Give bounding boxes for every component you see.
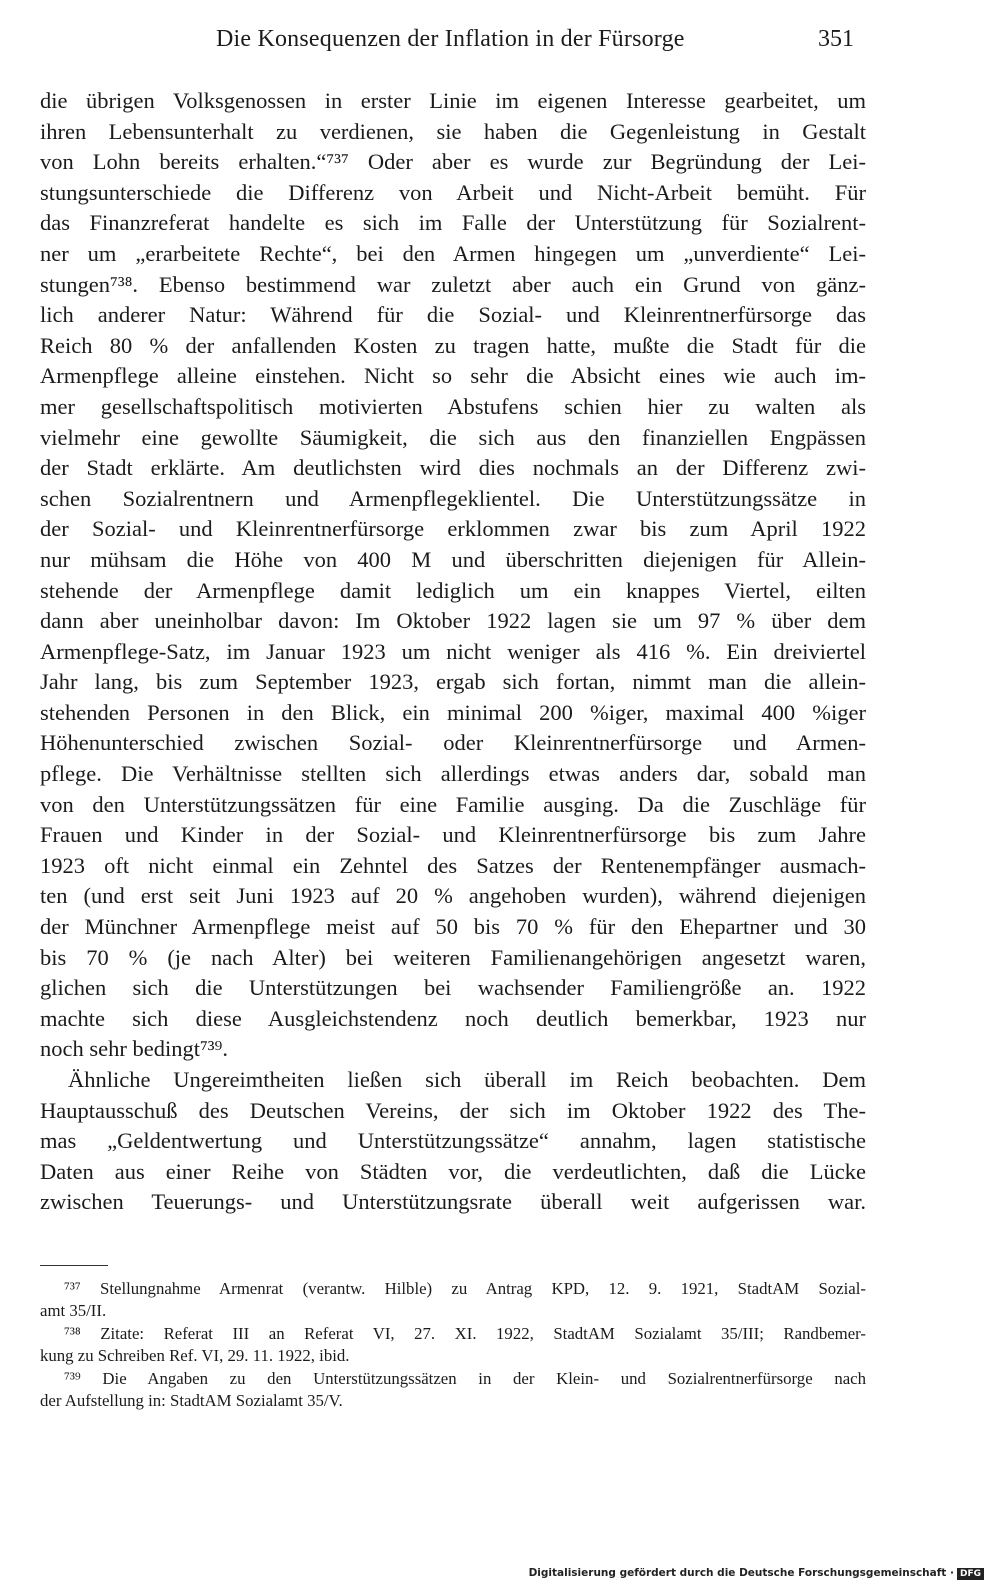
body-text: [40, 86, 866, 1218]
footnote-738: ⁷³⁸ Zitate: Referat III an Referat VI, 27. XI. 1922, StadtAM Sozialamt 35/III; Randbemer-: [64, 1323, 866, 1343]
body-line: noch sehr bedingt⁷³⁹.: [40, 1036, 229, 1062]
body-line: stehende der Armenpflege damit lediglich um ein knappes Viertel, eilten: [40, 577, 866, 603]
footnote-739-cont: der Aufstellung in: StadtAM Sozialamt 35/V.: [40, 1390, 343, 1410]
body-line: 1923 oft nicht einmal ein Zehntel des Satzes der Rentenempfänger ausmach-: [40, 852, 866, 878]
body-line: zwischen Teuerungs- und Unterstützungsrate überall weit aufgerissen war.: [40, 1189, 866, 1215]
body-line: der Stadt erklärte. Am deutlichsten wird dies nochmals an der Differenz zwi-: [40, 455, 866, 481]
body-line: ten (und erst seit Juni 1923 auf 20 % angehoben wurden), während diejenigen: [40, 883, 866, 909]
body-line: der Sozial- und Kleinrentnerfürsorge erklommen zwar bis zum April 1922: [40, 516, 866, 542]
body-line: schen Sozialrentnern und Armenpflegeklientel. Die Unterstützungssätze in: [40, 485, 866, 511]
body-line: machte sich diese Ausgleichstendenz noch deutlich bemerkbar, 1923 nur: [40, 1005, 866, 1031]
body-line: nur mühsam die Höhe von 400 M und überschritten diejenigen für Allein-: [40, 546, 866, 572]
body-line: stungen⁷³⁸. Ebenso bestimmend war zuletzt aber auch ein Grund von gänz-: [40, 271, 866, 297]
body-line: bis 70 % (je nach Alter) bei weiteren Familienangehörigen angesetzt waren,: [40, 944, 866, 970]
body-line: Ähnliche Ungereimtheiten ließen sich überall im Reich beobachten. Dem: [68, 1067, 866, 1092]
body-line: Jahr lang, bis zum September 1923, ergab sich fortan, nimmt man die allein-: [40, 669, 866, 695]
body-line: mas „Geldentwertung und Unterstützungssätze“ annahm, lagen statistische: [40, 1128, 866, 1154]
body-line: lich anderer Natur: Während für die Sozial- und Kleinrentnerfürsorge das: [40, 302, 866, 328]
footnote-rule: [40, 1265, 108, 1266]
body-line: ihren Lebensunterhalt zu verdienen, sie haben die Gegenleistung in Gestalt: [40, 118, 866, 144]
body-line: pflege. Die Verhältnisse stellten sich allerdings etwas anders dar, sobald man: [40, 761, 866, 787]
body-line: dann aber uneinholbar davon: Im Oktober 1922 lagen sie um 97 % über dem: [40, 608, 866, 634]
body-line: stungsunterschiede die Differenz von Arbeit und Nicht-Arbeit bemüht. Für: [40, 179, 866, 205]
footnote-738-cont: kung zu Schreiben Ref. VI, 29. 11. 1922, ibid.: [40, 1346, 350, 1366]
body-line: von Lohn bereits erhalten.“⁷³⁷ Oder aber es wurde zur Begründung der Lei-: [40, 149, 866, 175]
footnote-737-cont: amt 35/II.: [40, 1301, 107, 1321]
footnote-737: ⁷³⁷ Stellungnahme Armenrat (verantw. Hilble) zu Antrag KPD, 12. 9. 1921, StadtAM Sozial-: [64, 1279, 866, 1298]
body-line: mer gesellschaftspolitisch motivierten Abstufens schien hier zu walten als: [40, 393, 866, 419]
credit-text: Digitalisierung gefördert durch die Deutsche Forschungsgemeinschaft ·: [528, 1567, 954, 1579]
body-line: stehenden Personen in den Blick, ein minimal 200 %iger, maximal 400 %iger: [40, 699, 866, 725]
digitization-credit: [529, 1567, 984, 1580]
body-line: Reich 80 % der anfallenden Kosten zu tragen hatte, mußte die Stadt für die: [40, 332, 866, 358]
body-line: Hauptausschuß des Deutschen Vereins, der sich im Oktober 1922 des The-: [40, 1097, 866, 1123]
running-head-title: Die Konsequenzen der Inflation in der Fürsorge: [216, 26, 685, 52]
body-line: vielmehr eine gewollte Säumigkeit, die sich aus den finanziellen Engpässen: [40, 424, 866, 450]
running-head: [0, 26, 1000, 62]
body-line: Frauen und Kinder in der Sozial- und Kleinrentnerfürsorge bis zum Jahre: [40, 822, 866, 848]
body-line: der Münchner Armenpflege meist auf 50 bis 70 % für den Ehepartner und 30: [40, 914, 866, 940]
page-number: 351: [818, 26, 854, 52]
footnotes: [40, 1278, 866, 1412]
body-line: Armenpflege-Satz, im Januar 1923 um nicht weniger als 416 %. Ein dreiviertel: [40, 638, 866, 664]
body-line: glichen sich die Unterstützungen bei wachsender Familiengröße an. 1922: [40, 975, 866, 1001]
body-line: Höhenunterschied zwischen Sozial- oder Kleinrentnerfürsorge und Armen-: [40, 730, 866, 756]
dfg-logo: DFG: [957, 1568, 984, 1580]
body-line: das Finanzreferat handelte es sich im Falle der Unterstützung für Sozialrent-: [40, 210, 866, 236]
footnote-739: ⁷³⁹ Die Angaben zu den Unterstützungssätzen in der Klein- und Sozialrentnerfürsorge nach: [64, 1368, 866, 1388]
body-line: die übrigen Volksgenossen in erster Linie im eigenen Interesse gearbeitet, um: [40, 88, 866, 113]
body-line: ner um „erarbeitete Rechte“, bei den Armen hingegen um „unverdiente“ Lei-: [40, 240, 866, 266]
body-line: Daten aus einer Reihe von Städten vor, die verdeutlichten, daß die Lücke: [40, 1158, 866, 1184]
body-line: von den Unterstützungssätzen für eine Familie ausging. Da die Zuschläge für: [40, 791, 866, 817]
body-line: Armenpflege alleine einstehen. Nicht so sehr die Absicht eines wie auch im-: [40, 363, 866, 389]
